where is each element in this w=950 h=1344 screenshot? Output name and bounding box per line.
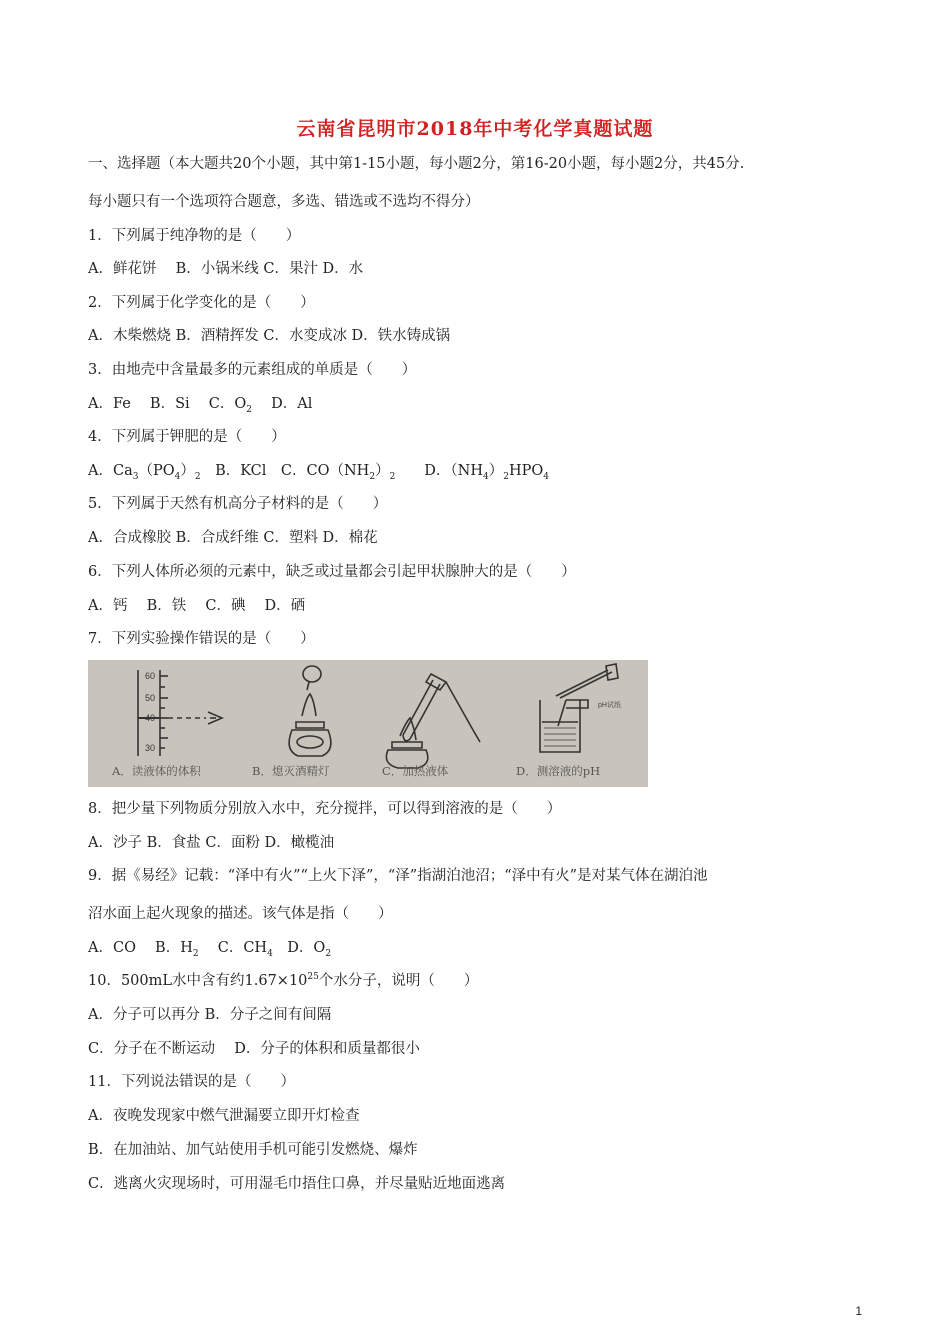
q3-stem: 3．由地壳中含量最多的元素组成的单质是（ ）: [88, 362, 417, 378]
q11-option-b: B．在加油站、加气站使用手机可能引发燃烧、爆炸: [88, 1142, 418, 1158]
q6-options: A．钙 B．铁 C．碘 D．硒: [88, 598, 306, 614]
q1-options: A．鲜花饼 B．小锅米线 C．果汁 D．水: [88, 261, 364, 277]
q6-stem: 6．下列人体所必须的元素中，缺乏或过量都会引起甲状腺肿大的是（ ）: [88, 564, 576, 580]
q10-options-2: C．分子在不断运动 D．分子的体积和质量都很小: [88, 1041, 420, 1057]
q1-stem: 1．下列属于纯净物的是（ ）: [88, 228, 301, 244]
caption-c: C．加热液体: [382, 764, 449, 778]
q11-option-a: A．夜晚发现家中燃气泄漏要立即开灯检查: [88, 1108, 360, 1124]
q5-stem: 5．下列属于天然有机高分子材料的是（ ）: [88, 496, 388, 512]
tick-50: 50: [144, 693, 156, 703]
page-title: 云南省昆明市2018年中考化学真题试题: [296, 118, 654, 140]
q2-options: A．木柴燃烧 B．酒精挥发 C．水变成冰 D．铁水铸成锅: [88, 328, 451, 344]
q10-stem: 10．500mL水中含有约$1.67\times 10^{25}$个水分子，说明（ ）: [88, 972, 479, 989]
q11-option-c: C．逃离火灾现场时，可用湿毛巾捂住口鼻，并尽量贴近地面逃离: [88, 1176, 506, 1192]
q8-stem: 8．把少量下列物质分别放入水中，充分搅拌，可以得到溶液的是（ ）: [88, 801, 562, 817]
section-instructions-2: 每小题只有一个选项符合题意，多选、错选或不选均不得分）: [88, 194, 480, 210]
q7-stem: 7．下列实验操作错误的是（ ）: [88, 631, 315, 647]
page-number: 1: [855, 1304, 862, 1318]
tick-40: 40: [144, 713, 156, 723]
caption-a: A．读液体的体积: [112, 764, 201, 778]
tick-30: 30: [144, 743, 156, 753]
section-instructions-1: 一、选择题（本大题共20个小题，其中第1-15小题，每小题2分，第16-20小题，每小题2分，共45分.: [88, 156, 745, 172]
q5-options: A．合成橡胶 B．合成纤维 C．塑料 D．棉花: [88, 530, 378, 546]
test-tube-heating-icon: [386, 674, 480, 768]
q10-options-1: A．分子可以再分 B．分子之间有间隔: [88, 1007, 332, 1023]
q4-options: A．$Ca_3(PO_4)_2$ B．KCl C．$CO(NH_2)_2$ D．$(NH_4)_2HPO_4$: [88, 463, 550, 482]
q9-stem-1: 9．据《易经》记载：“泽中有火”“上火下泽”，“泽”指湖泊池沼；“泽中有火”是对某气体在湖泊池: [88, 868, 708, 884]
alcohol-lamp-blow-icon: [289, 666, 331, 756]
q7-figure: [88, 660, 648, 787]
eye-icon: [208, 712, 222, 724]
ph-paper-label: pH试纸: [598, 702, 621, 709]
q4-stem: 4．下列属于钾肥的是（ ）: [88, 429, 286, 445]
q9-options: A．CO B．$H_2$ C．$CH_4$ D．$O_2$: [88, 940, 332, 959]
q2-stem: 2．下列属于化学变化的是（ ）: [88, 295, 315, 311]
caption-d: D．测溶液的pH: [516, 764, 601, 778]
tick-60: 60: [144, 671, 156, 681]
q11-stem: 11．下列说法错误的是（ ）: [88, 1074, 295, 1090]
q8-options: A．沙子 B．食盐 C．面粉 D．橄榄油: [88, 835, 335, 851]
q9-stem-2: 沼水面上起火现象的描述。该气体是指（ ）: [88, 906, 393, 922]
q3-options: A．Fe B．Si C．$O_2$ D．Al: [88, 396, 313, 415]
caption-b: B．熄灭酒精灯: [252, 764, 330, 778]
